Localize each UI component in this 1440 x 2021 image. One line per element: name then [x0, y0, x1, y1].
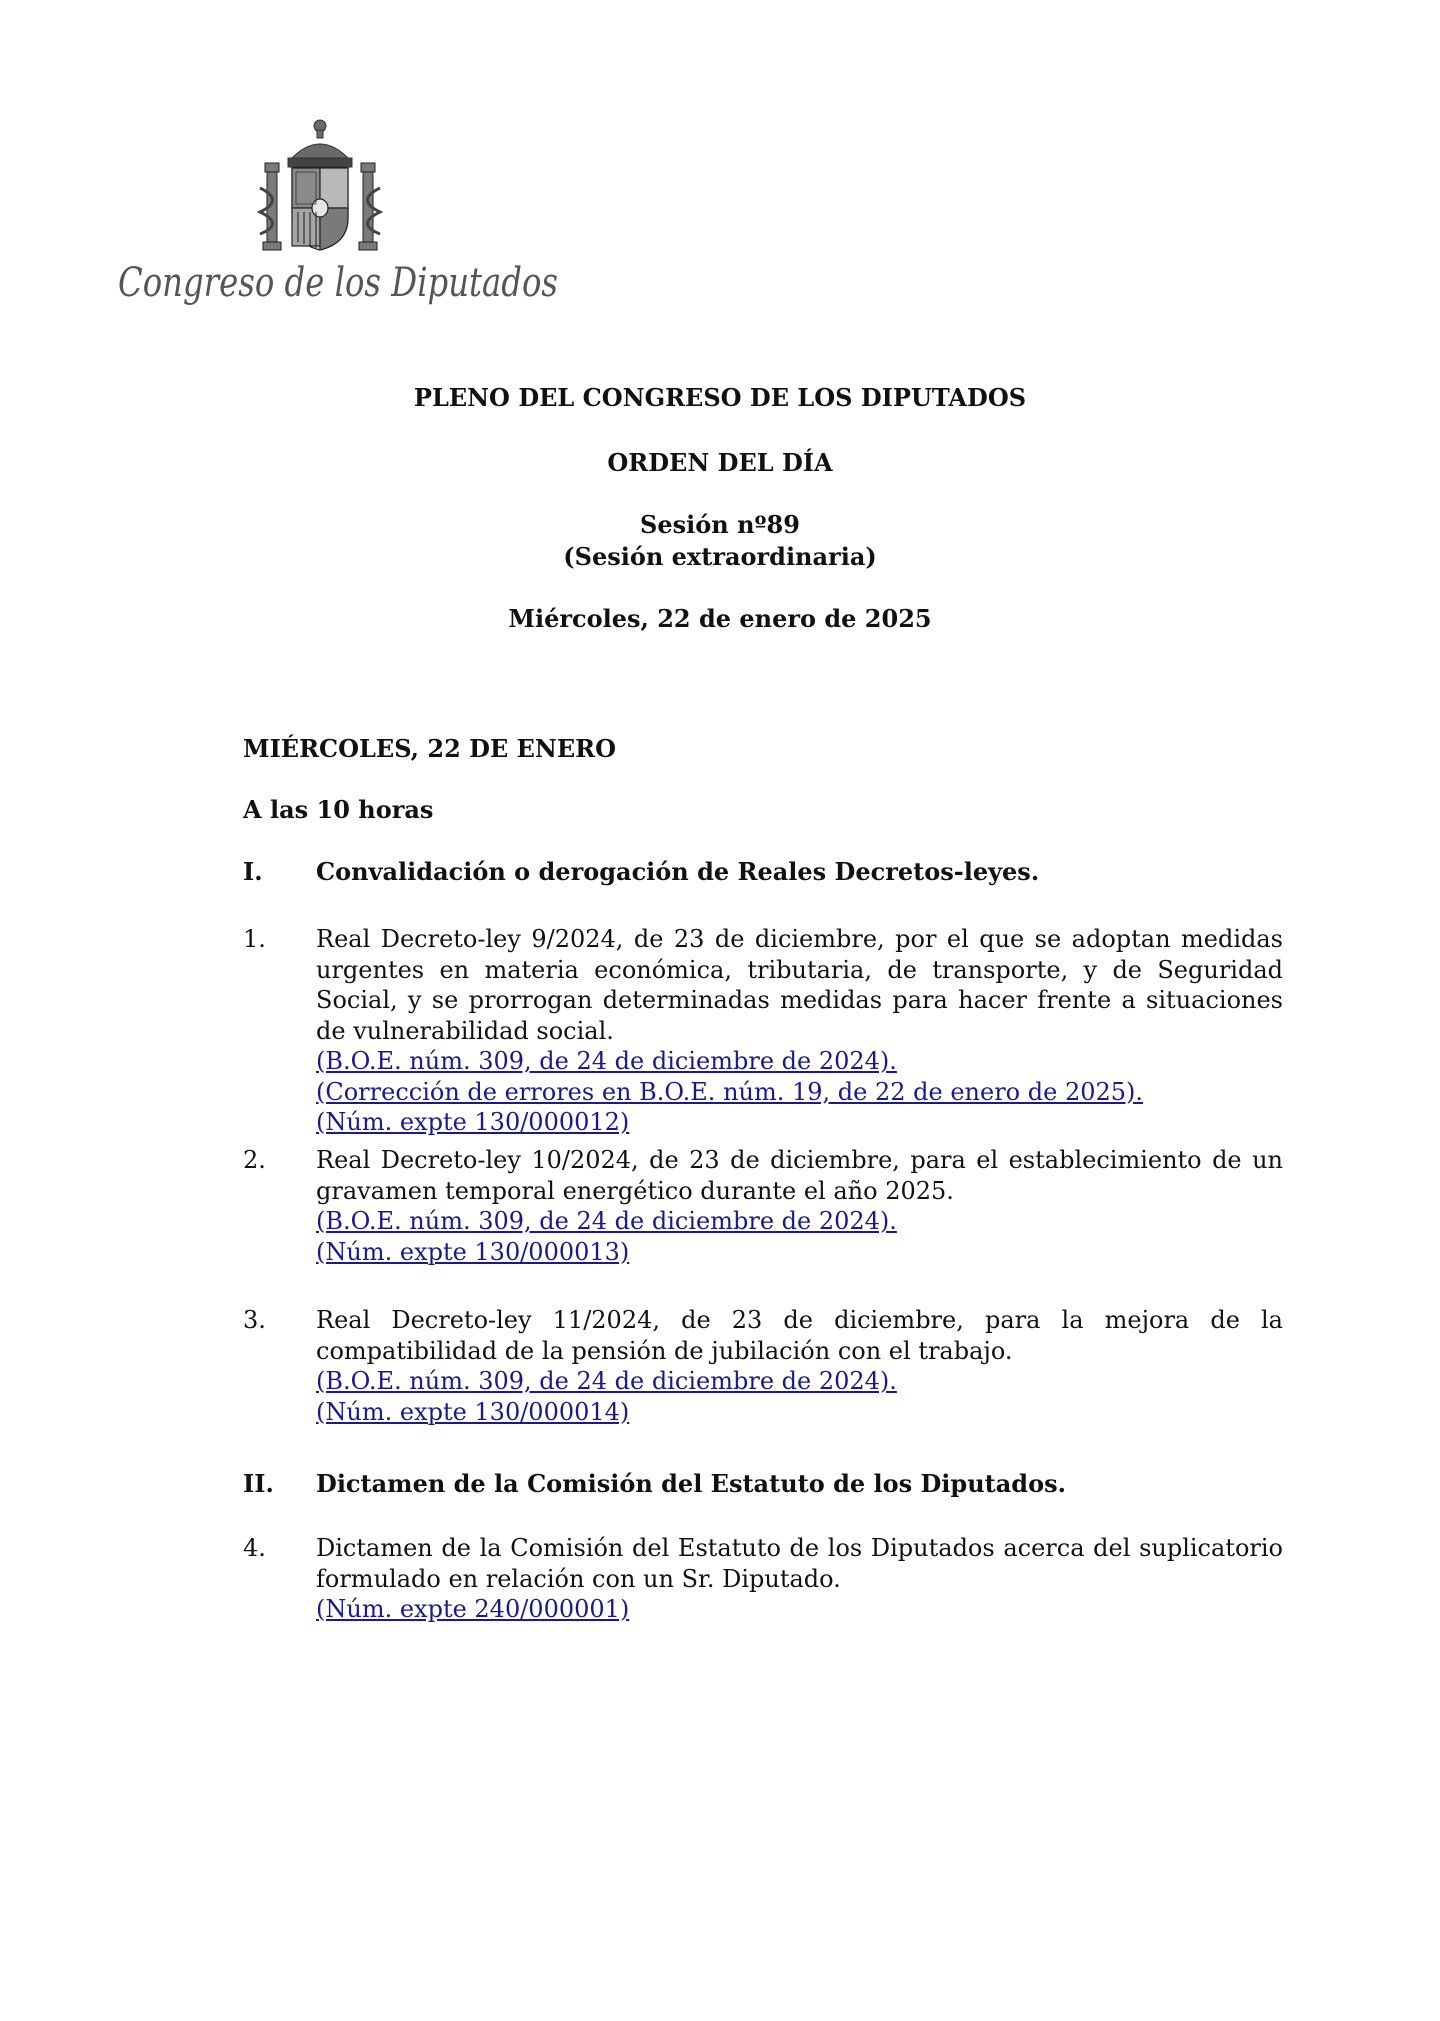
item-number: 1. [243, 925, 266, 953]
plenary-title: PLENO DEL CONGRESO DE LOS DIPUTADOS [413, 383, 1027, 412]
day-heading: MIÉRCOLES, 22 DE ENERO [243, 734, 616, 763]
correction-link[interactable]: (Corrección de errores en B.O.E. núm. 19, de 22 de enero de 2025). [316, 1077, 1144, 1106]
item-text: Real Decreto-ley 9/2024, de 23 de diciembre, por el que se adoptan medidas urgentes en materia económica, tributaria, de transporte, y de Seguridad Social, y se prorrogan determinadas medidas para hacer frente a situaciones de vulnerabilidad social. [316, 925, 1283, 1045]
agenda-heading: ORDEN DEL DÍA [607, 448, 833, 477]
item-number: 3. [243, 1306, 266, 1334]
section-label: Convalidación o derogación de Reales Decretos-leyes. [316, 857, 1040, 886]
item-text: Dictamen de la Comisión del Estatuto de los Diputados acerca del suplicatorio formulado en relación con un Sr. Diputado. [316, 1534, 1283, 1593]
item-number: 4. [243, 1534, 266, 1562]
page-title [0, 382, 1440, 414]
item-number: 2. [243, 1146, 266, 1174]
logo-wordmark: Congreso de los Diputados [118, 260, 558, 306]
congreso-logo [120, 108, 560, 308]
boe-link[interactable]: (B.O.E. núm. 309, de 24 de diciembre de 2024). [316, 1207, 897, 1235]
coat-of-arms-icon [120, 108, 560, 308]
item-text: Real Decreto-ley 10/2024, de 23 de diciembre, para el establecimiento de un gravamen temporal energético durante el año 2025. [316, 1146, 1283, 1205]
section-label: Dictamen de la Comisión del Estatuto de los Diputados. [316, 1469, 1066, 1498]
item-text: Real Decreto-ley 11/2024, de 23 de diciembre, para la mejora de la compatibilidad de la pensión de jubilación con el trabajo. [316, 1306, 1283, 1365]
item-body [316, 924, 1283, 1138]
section-number: I. [243, 857, 263, 886]
item-body [316, 1145, 1283, 1267]
session-info [0, 509, 1440, 573]
session-type: (Sesión extraordinaria) [563, 542, 877, 571]
session-date-text: Miércoles, 22 de enero de 2025 [508, 604, 932, 633]
agenda-title [0, 447, 1440, 479]
expte-link[interactable]: (Núm. expte 240/000001) [316, 1595, 630, 1623]
session-number: Sesión nº89 [640, 510, 800, 539]
boe-link[interactable]: (B.O.E. núm. 309, de 24 de diciembre de 2024). [316, 1367, 897, 1395]
section-number: II. [243, 1469, 274, 1498]
time-heading: A las 10 horas [243, 795, 434, 824]
boe-link[interactable]: (B.O.E. núm. 309, de 24 de diciembre de 2024). [316, 1047, 897, 1075]
item-body [316, 1533, 1283, 1625]
item-body [316, 1305, 1283, 1427]
expte-link[interactable]: (Núm. expte 130/000013) [316, 1237, 630, 1266]
expte-link[interactable]: (Núm. expte 130/000012) [316, 1108, 630, 1136]
session-date [0, 603, 1440, 635]
expte-link[interactable]: (Núm. expte 130/000014) [316, 1397, 630, 1426]
